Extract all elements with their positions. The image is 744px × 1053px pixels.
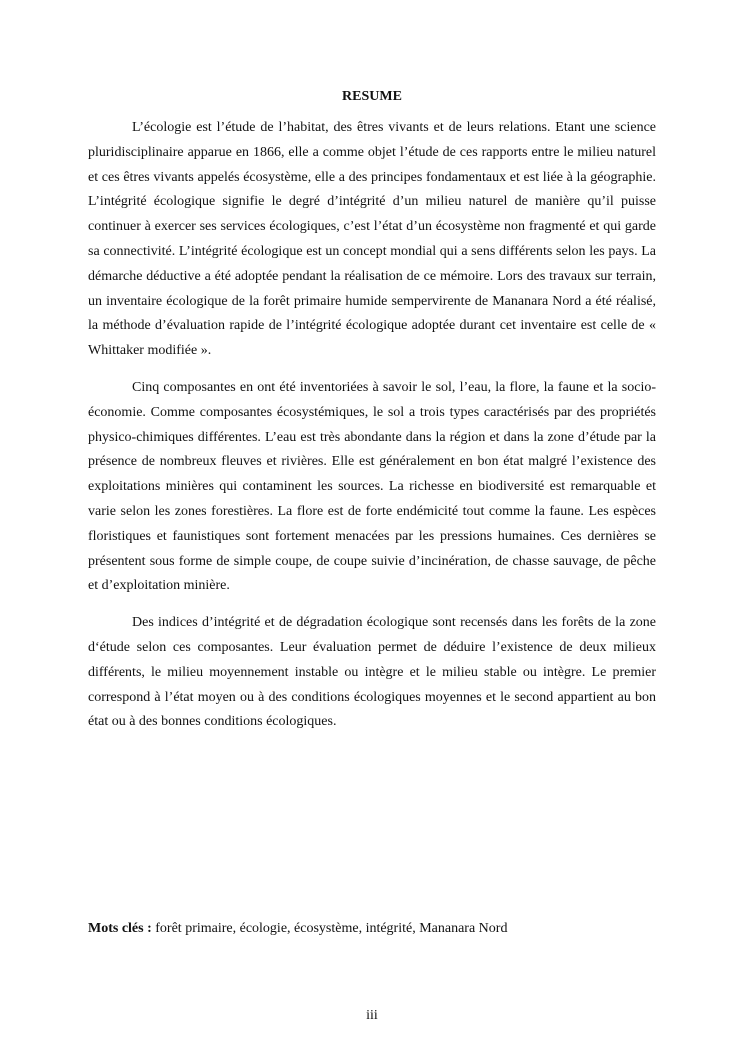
- page-number: iii: [366, 1008, 378, 1023]
- paragraph-3: Des indices d’intégrité et de dégradation écologique sont recensés dans les forêts de la zone d‘étude selon ces composantes. Leur évaluation permet de déduire l’existence de deux milieux différents, le milieu moyennement instable ou intègre et le milieu stable ou intègre. Le premier correspond à l’état moyen ou à des conditions écologiques moyennes et le second appartient au bon état ou à des bonnes conditions écologiques.: [88, 615, 656, 730]
- abstract-body: [88, 116, 656, 735]
- keywords-label: Mots clés :: [88, 921, 152, 936]
- keywords-text: forêt primaire, écologie, écosystème, intégrité, Mananara Nord: [151, 921, 508, 936]
- page-title: RESUME: [342, 89, 402, 104]
- paragraph-1: L’écologie est l’étude de l’habitat, des êtres vivants et de leurs relations. Etant une science pluridisciplinaire apparue en 1866, elle a comme objet l’étude de ces rapports entre le milieu naturel et ces êtres vivants appelés écosystème, elle a des principes fondamentaux et est liée à la géographie. L’intégrité écologique signifie le degré d’intégrité d’un milieu naturel de manière qu’il puisse continuer à exercer ses services écologiques, c’est l’état d’un écosystème non fragmenté et qui garde sa connectivité. L’intégrité écologique est un concept mondial qui a sens différents selon les pays. La démarche déductive a été adoptée pendant la réalisation de ce mémoire. Lors des travaux sur terrain, un inventaire écologique de la forêt primaire humide sempervirente de Mananara Nord a été réalisé, la méthode d’évaluation rapide de l’intégrité écologique adoptée durant cet inventaire est celle de « Whittaker modifiée ».: [88, 120, 656, 359]
- keywords-line: [88, 919, 656, 939]
- paragraph-2: Cinq composantes en ont été inventoriées à savoir le sol, l’eau, la flore, la faune et la socio-économie. Comme composantes écosystémiques, le sol a trois types caractérisés par des propriétés physico-chimiques différentes. L’eau est très abondante dans la région et dans la zone d’étude par la présence de nombreux fleuves et rivières. Elle est généralement en bon état malgré l’existence des exploitations minières qui contaminent les sources. La richesse en biodiversité est remarquable et varie selon les zones forestières. La flore est de forte endémicité tout comme la faune. Les espèces floristiques et faunistiques sont fortement menacées par les pressions humaines. Ces dernières se présentent sous forme de simple coupe, de coupe suivie d’incinération, de chasse sauvage, de pêche et d’exploitation minière.: [88, 379, 656, 594]
